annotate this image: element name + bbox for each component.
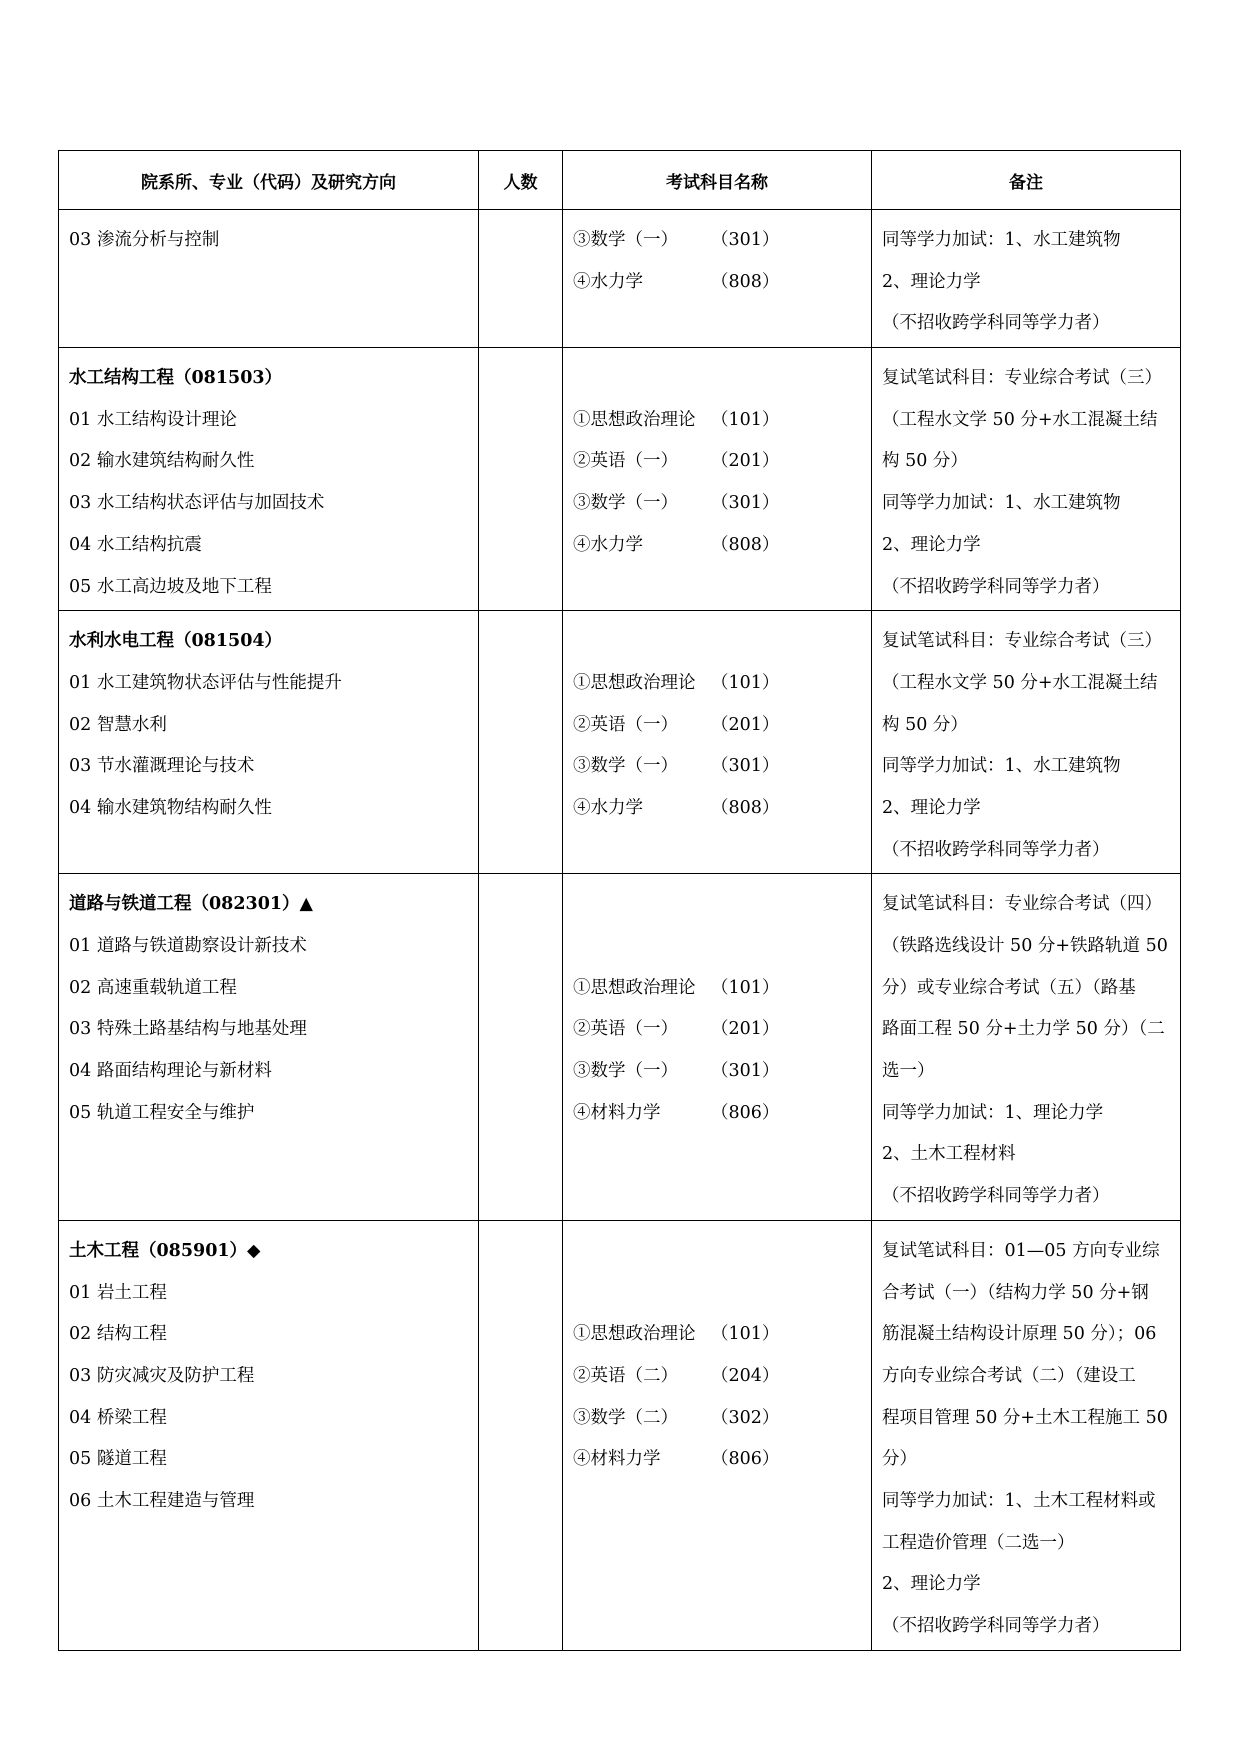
notes-cell	[872, 1220, 1181, 1650]
note-line: 筋混凝土结构设计原理 50 分）；06	[882, 1324, 1157, 1345]
research-direction: 05 轨道工程安全与维护	[69, 1102, 255, 1123]
exam-subject	[573, 1009, 863, 1051]
note-line: 同等学力加试：1、土木工程材料或	[882, 1490, 1156, 1511]
major-title: 水工结构工程（081503）	[69, 368, 283, 389]
count-cell	[479, 348, 563, 611]
exam-subject	[573, 441, 863, 483]
research-direction: 03 特殊土路基结构与地基处理	[69, 1019, 307, 1040]
exam-subject	[573, 1439, 863, 1481]
note-line: 复试笔试科目：专业综合考试（三）	[882, 631, 1162, 652]
exam-subject	[573, 1093, 863, 1135]
research-direction: 06 土木工程建造与管理	[69, 1490, 255, 1511]
subject-name: ③数学（一）	[573, 230, 678, 250]
exam-subject	[573, 483, 863, 525]
research-direction: 02 高速重载轨道工程	[69, 977, 237, 998]
header-notes: 备注	[872, 151, 1181, 210]
research-direction: 03 渗流分析与控制	[69, 230, 220, 250]
major-title: 道路与铁道工程（082301）▲	[69, 894, 314, 915]
note-line: 同等学力加试：1、水工建筑物	[882, 493, 1121, 514]
research-direction: 03 节水灌溉理论与技术	[69, 756, 255, 777]
subject-name: ④水力学	[573, 534, 643, 555]
subject-name: ③数学（一）	[573, 1061, 678, 1082]
subject-code: （101）	[711, 409, 780, 430]
exam-subject	[573, 663, 863, 705]
subject-name: ②英语（一）	[573, 1019, 678, 1040]
note-line: 程项目管理 50 分+土木工程施工 50	[882, 1407, 1168, 1428]
direction-cell	[59, 1220, 479, 1650]
exam-subject	[573, 788, 863, 830]
subject-code: （101）	[711, 1324, 780, 1345]
direction-cell	[59, 210, 479, 348]
direction-cell	[59, 874, 479, 1221]
table-row	[59, 874, 1181, 1221]
subjects-cell	[563, 611, 872, 874]
note-line: 2、理论力学	[882, 534, 981, 555]
header-direction: 院系所、专业（代码）及研究方向	[59, 151, 479, 210]
header-subjects: 考试科目名称	[563, 151, 872, 210]
note-line: 构 50 分）	[882, 451, 968, 472]
note-line: 复试笔试科目：专业综合考试（三）	[882, 368, 1162, 389]
note-line: 构 50 分）	[882, 714, 968, 735]
notes-cell	[872, 210, 1181, 348]
subject-code: （808）	[711, 534, 780, 555]
note-line: 同等学力加试：1、理论力学	[882, 1102, 1104, 1123]
subject-name: ②英语（一）	[573, 451, 678, 472]
research-direction: 02 结构工程	[69, 1324, 167, 1345]
research-direction: 01 道路与铁道勘察设计新技术	[69, 936, 307, 956]
subject-code: （301）	[711, 493, 780, 514]
note-line: （工程水文学 50 分+水工混凝土结	[882, 672, 1158, 693]
note-line: 工程造价管理（二选一）	[882, 1532, 1075, 1553]
notes-cell	[872, 348, 1181, 611]
direction-cell	[59, 348, 479, 611]
subject-code: （101）	[711, 977, 780, 998]
exam-subject	[573, 1314, 863, 1356]
count-cell	[479, 874, 563, 1221]
subjects-cell	[563, 348, 872, 611]
table-row	[59, 348, 1181, 611]
subject-code: （101）	[711, 672, 780, 693]
subject-code: （201）	[711, 451, 780, 472]
note-line: 选一）	[882, 1061, 935, 1082]
note-line: 合考试（一）（结构力学 50 分+钢	[882, 1282, 1149, 1303]
notes-cell	[872, 611, 1181, 874]
note-line: 分）或专业综合考试（五）（路基	[882, 977, 1136, 998]
header-count: 人数	[479, 151, 563, 210]
note-line: 复试笔试科目：专业综合考试（四）	[882, 894, 1162, 915]
exam-subject	[573, 400, 863, 442]
research-direction: 01 水工结构设计理论	[69, 409, 237, 430]
note-line: （铁路选线设计 50 分+铁路轨道 50	[882, 936, 1168, 956]
subject-name: ③数学（一）	[573, 756, 678, 777]
note-line: （不招收跨学科同等学力者）	[882, 839, 1110, 860]
subject-name: ③数学（二）	[573, 1407, 678, 1428]
subject-name: ①思想政治理论	[573, 977, 696, 998]
count-value	[489, 358, 554, 400]
note-line: （不招收跨学科同等学力者）	[882, 1616, 1110, 1636]
subject-name: ②英语（一）	[573, 714, 678, 735]
research-direction: 04 水工结构抗震	[69, 534, 202, 555]
count-value	[489, 220, 554, 262]
subject-code: （301）	[711, 230, 780, 250]
exam-subject	[573, 262, 863, 304]
count-cell	[479, 1220, 563, 1650]
research-direction: 04 桥梁工程	[69, 1407, 167, 1428]
subject-code: （302）	[711, 1407, 780, 1428]
subjects-cell	[563, 210, 872, 348]
count-value	[489, 1231, 554, 1273]
note-line: 复试笔试科目：01—05 方向专业综	[882, 1240, 1160, 1261]
research-direction: 04 输水建筑物结构耐久性	[69, 797, 272, 818]
subject-name: ④材料力学	[573, 1449, 661, 1470]
subjects-cell	[563, 1220, 872, 1650]
note-line: （不招收跨学科同等学力者）	[882, 1186, 1110, 1207]
subject-name: ④材料力学	[573, 1102, 661, 1123]
note-line: 2、理论力学	[882, 1574, 981, 1595]
note-line: 2、理论力学	[882, 271, 981, 292]
subject-code: （301）	[711, 756, 780, 777]
table-row	[59, 1220, 1181, 1650]
major-title: 土木工程（085901）◆	[69, 1240, 261, 1261]
exam-subject	[573, 525, 863, 567]
research-direction: 03 防灾减灾及防护工程	[69, 1365, 255, 1386]
notes-cell	[872, 874, 1181, 1221]
subject-code: （806）	[711, 1449, 780, 1470]
subject-code: （201）	[711, 714, 780, 735]
subject-name: ①思想政治理论	[573, 672, 696, 693]
note-line: 2、土木工程材料	[882, 1144, 1016, 1165]
note-line: 同等学力加试：1、水工建筑物	[882, 230, 1121, 250]
subject-name: ④水力学	[573, 271, 643, 292]
subject-name: ①思想政治理论	[573, 409, 696, 430]
exam-subject	[573, 220, 863, 262]
exam-subject	[573, 705, 863, 747]
note-line: （工程水文学 50 分+水工混凝土结	[882, 409, 1158, 430]
research-direction: 01 水工建筑物状态评估与性能提升	[69, 672, 342, 693]
exam-subject	[573, 1051, 863, 1093]
research-direction: 03 水工结构状态评估与加固技术	[69, 493, 325, 514]
note-line: 2、理论力学	[882, 797, 981, 818]
subject-name: ①思想政治理论	[573, 1324, 696, 1345]
admission-table	[58, 150, 1181, 1651]
direction-cell	[59, 611, 479, 874]
subject-name: ④水力学	[573, 797, 643, 818]
research-direction: 02 智慧水利	[69, 714, 167, 735]
note-line: （不招收跨学科同等学力者）	[882, 313, 1110, 334]
note-line: 分）	[882, 1449, 917, 1470]
research-direction: 04 路面结构理论与新材料	[69, 1061, 272, 1082]
research-direction: 05 水工高边坡及地下工程	[69, 576, 272, 597]
subject-code: （806）	[711, 1102, 780, 1123]
subject-code: （808）	[711, 271, 780, 292]
note-line: 同等学力加试：1、水工建筑物	[882, 756, 1121, 777]
count-value	[489, 621, 554, 663]
research-direction: 05 隧道工程	[69, 1449, 167, 1470]
subject-name: ②英语（二）	[573, 1365, 678, 1386]
note-line: 方向专业综合考试（二）（建设工	[882, 1365, 1136, 1386]
exam-subject	[573, 968, 863, 1010]
count-value	[489, 884, 554, 926]
research-direction: 01 岩土工程	[69, 1282, 167, 1303]
subject-code: （204）	[711, 1365, 780, 1386]
subject-code: （301）	[711, 1061, 780, 1082]
note-line: 路面工程 50 分+土力学 50 分）（二	[882, 1019, 1165, 1040]
subjects-cell	[563, 874, 872, 1221]
count-cell	[479, 210, 563, 348]
header-row	[59, 151, 1181, 210]
count-cell	[479, 611, 563, 874]
exam-subject	[573, 1398, 863, 1440]
table-body	[59, 210, 1181, 1651]
subject-code: （201）	[711, 1019, 780, 1040]
exam-subject	[573, 1356, 863, 1398]
major-title: 水利水电工程（081504）	[69, 631, 283, 652]
table-row	[59, 611, 1181, 874]
table-row	[59, 210, 1181, 348]
exam-subject	[573, 746, 863, 788]
research-direction: 02 输水建筑结构耐久性	[69, 451, 255, 472]
subject-name: ③数学（一）	[573, 493, 678, 514]
subject-code: （808）	[711, 797, 780, 818]
note-line: （不招收跨学科同等学力者）	[882, 576, 1110, 597]
